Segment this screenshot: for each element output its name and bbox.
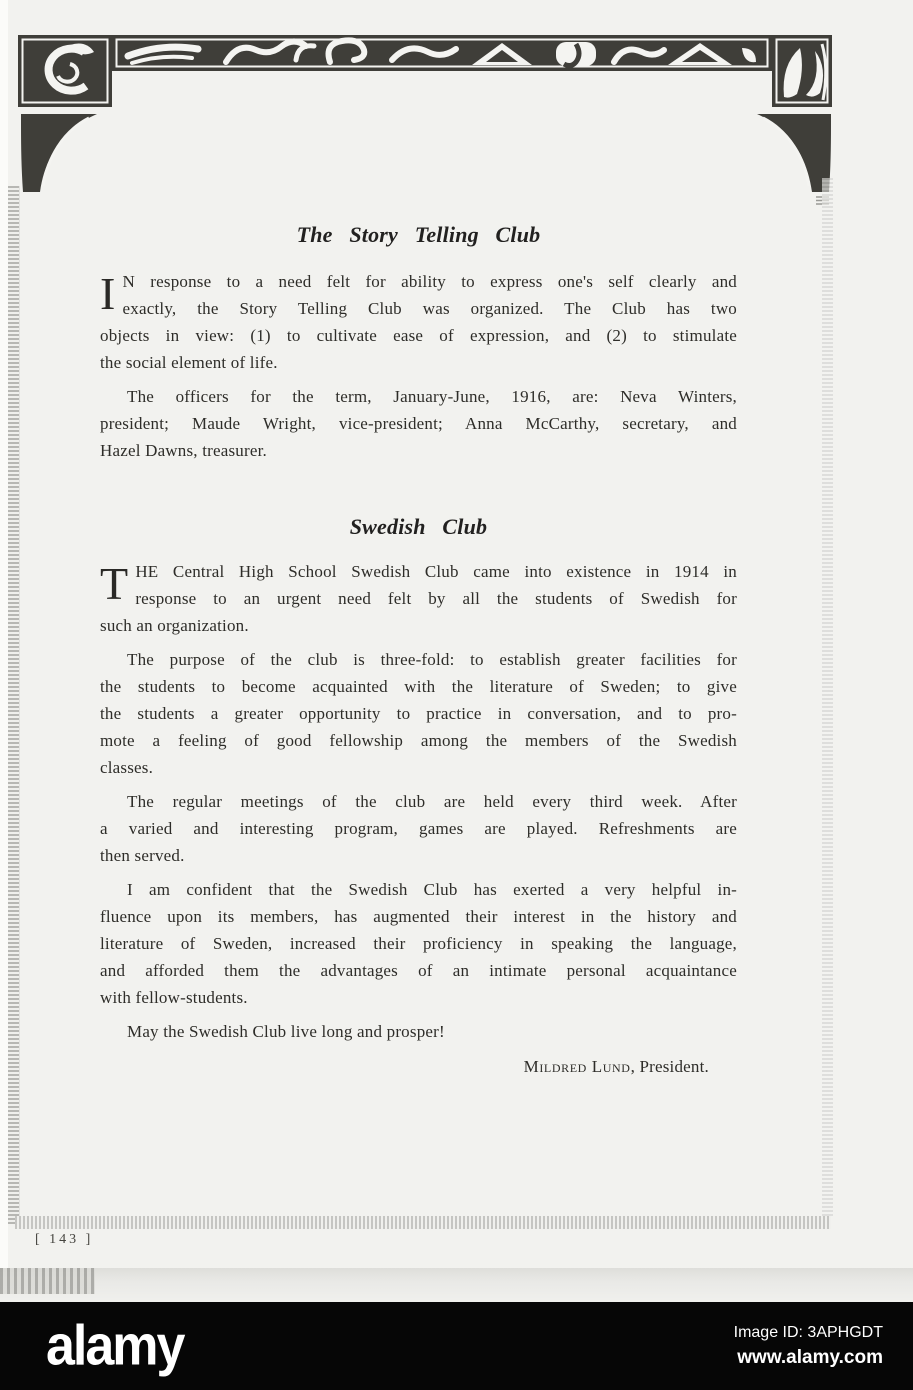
text-line: I am confident that the Swedish Club has exerted a very helpful in- xyxy=(127,880,737,899)
book-binding-texture xyxy=(8,186,20,1224)
dropcap-initial: I xyxy=(100,268,116,319)
text-line: response to an urgent need felt by all the students of Swedish for xyxy=(135,589,737,608)
text-line: a varied and interesting program, games are played. Refreshments are xyxy=(100,819,737,838)
page-text-column xyxy=(100,220,737,1082)
paragraph xyxy=(100,383,737,464)
text-line: president; Maude Wright, vice-president; Anna McCarthy, secretary, and xyxy=(100,414,737,433)
paragraph xyxy=(100,788,737,869)
page-bottom-texture xyxy=(15,1216,831,1229)
signature-name: Mildred Lund xyxy=(523,1057,631,1076)
text-line: fluence upon its members, has augmented their interest in the history and xyxy=(100,907,737,926)
alamy-url: www.alamy.com xyxy=(737,1347,883,1368)
text-line: the social element of life. xyxy=(100,353,278,372)
text-line: the students a greater opportunity to practice in conversation, and to pro- xyxy=(100,704,737,723)
text-line: objects in view: (1) to cultivate ease of expression, and (2) to stimulate xyxy=(100,326,737,345)
text-line: such an organization. xyxy=(100,616,249,635)
text-line: The regular meetings of the club are held every third week. After xyxy=(127,792,737,811)
image-id-label: Image ID: 3APHGDT xyxy=(733,1324,883,1341)
dropcap-initial: T xyxy=(100,558,129,609)
paragraph xyxy=(100,268,737,376)
text-line: HE Central High School Swedish Club came into existence in 1914 in xyxy=(135,562,737,581)
text-line: mote a feeling of good fellowship among the members of the Swedish xyxy=(100,731,737,750)
text-line: with fellow-students. xyxy=(100,988,248,1007)
text-line: the students to become acquainted with the literature of Sweden; to give xyxy=(100,677,737,696)
text-line: May the Swedish Club live long and prosper! xyxy=(127,1022,445,1041)
text-line: then served. xyxy=(100,846,185,865)
paragraph xyxy=(100,876,737,1011)
alamy-watermark-bar xyxy=(0,1302,913,1390)
signature-title: , President. xyxy=(630,1057,709,1076)
art-nouveau-border-icon xyxy=(0,0,913,208)
photo-bottom-edge xyxy=(0,1268,913,1302)
alamy-logo: alamy xyxy=(46,1314,184,1378)
text-line: The purpose of the club is three-fold: to establish greater facilities for xyxy=(127,650,737,669)
page-edge-texture xyxy=(822,178,833,1218)
text-line: literature of Sweden, increased their proficiency in speaking the language, xyxy=(100,934,737,953)
text-line: exactly, the Story Telling Club was organized. The Club has two xyxy=(122,299,737,318)
photo-bottom-corner-texture xyxy=(0,1268,95,1294)
paragraph xyxy=(100,558,737,639)
text-line: classes. xyxy=(100,758,154,777)
section-title-story-telling-club: The Story Telling Club xyxy=(296,222,541,247)
text-line: and afforded them the advantages of an intimate personal acquaintance xyxy=(100,961,737,980)
text-line: N response to a need felt for ability to express one's self clearly and xyxy=(122,272,737,291)
page-number: [ 143 ] xyxy=(35,1232,94,1247)
watermark-meta xyxy=(734,1321,883,1371)
paragraph xyxy=(100,1018,737,1045)
text-line: The officers for the term, January-June, 1916, are: Neva Winters, xyxy=(127,387,737,406)
signature-line xyxy=(100,1052,737,1082)
paragraph xyxy=(100,646,737,781)
text-line: Hazel Dawns, treasurer. xyxy=(100,441,267,460)
section-title-swedish-club: Swedish Club xyxy=(349,514,488,539)
